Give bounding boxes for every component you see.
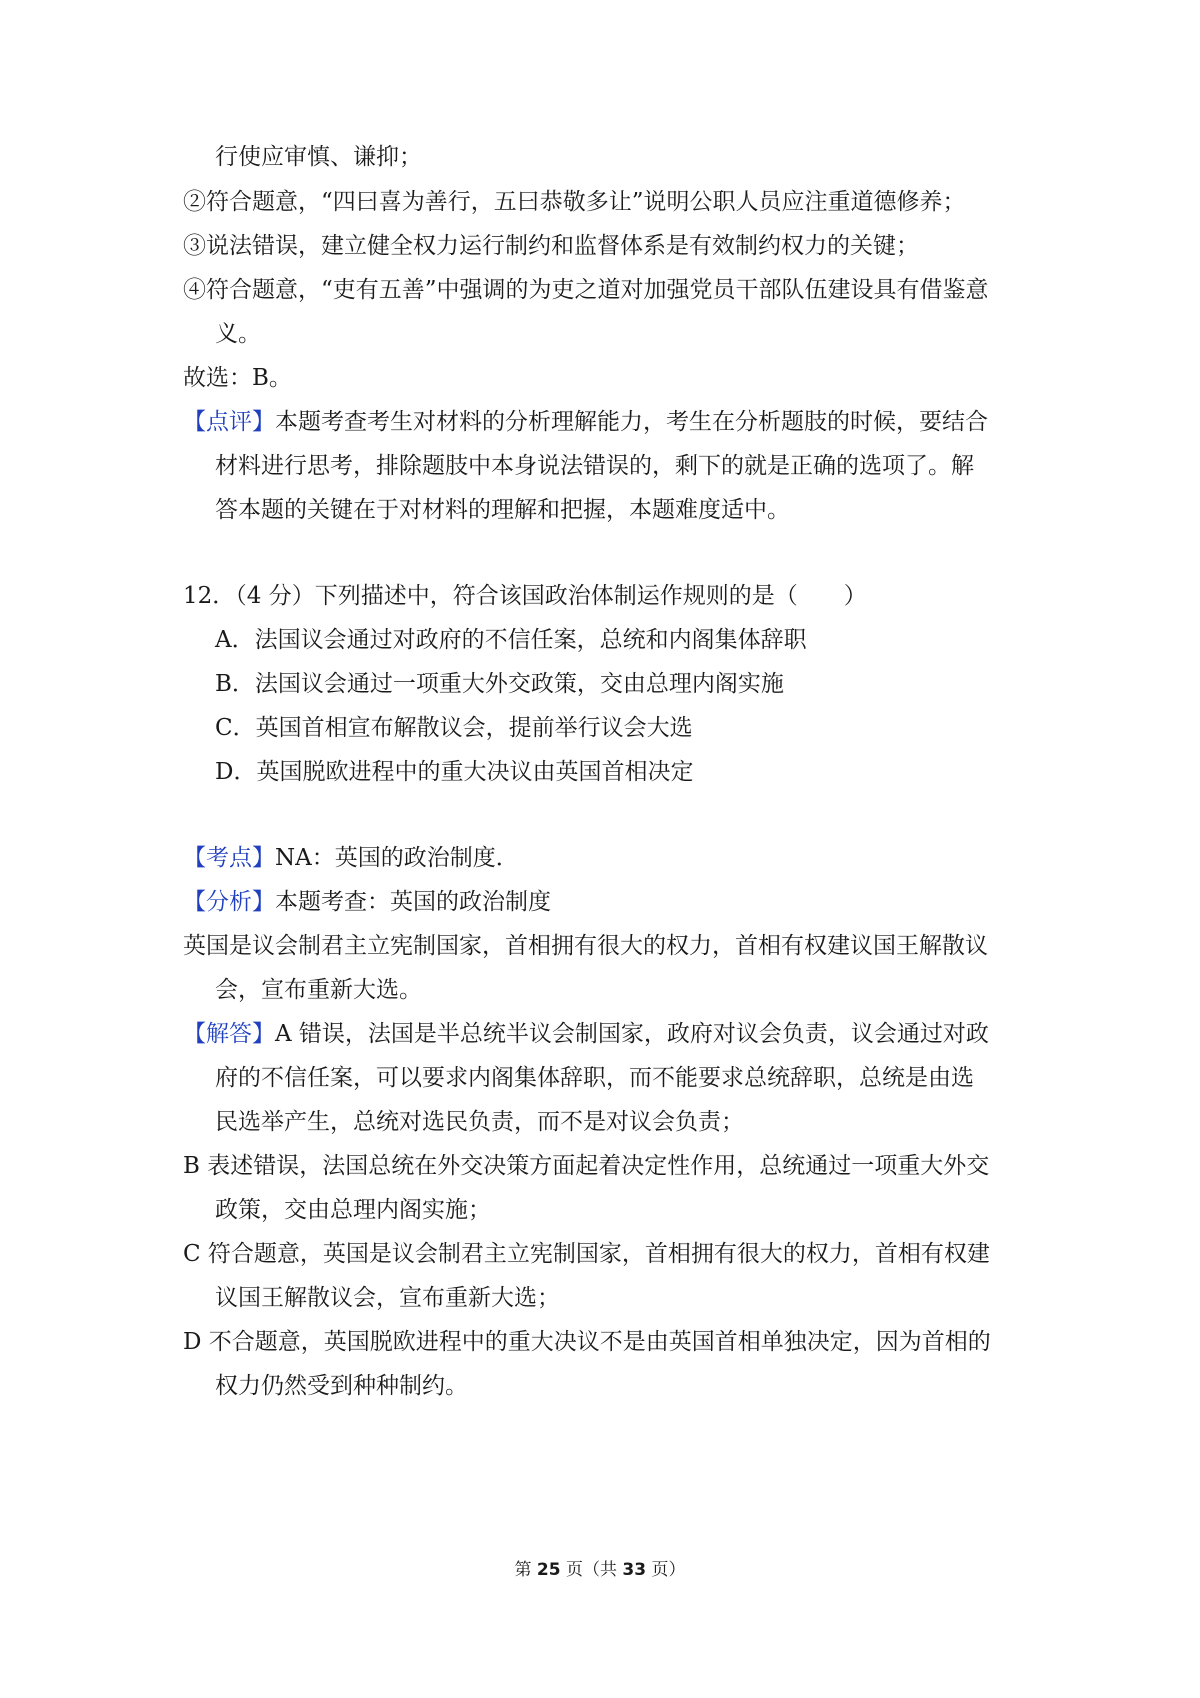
kaodian-line (183, 843, 1043, 873)
text-line: 英国是议会制君主立宪制国家，首相拥有很大的权力，首相有权建议国王解散议 (183, 933, 988, 959)
text-line: 政策，交由总理内阁实施； (215, 1197, 491, 1223)
text-line: 答本题的关键在于对材料的理解和把握，本题难度适中。 (215, 497, 790, 523)
text-line: B 表述错误，法国总统在外交决策方面起着决定性作用，总统通过一项重大外交 (183, 1153, 990, 1179)
text-line: 民选举产生，总统对选民负责，而不是对议会负责； (215, 1109, 744, 1135)
footer-mid: 页（共 (566, 1560, 617, 1580)
text-line: ④符合题意，“吏有五善”中强调的为吏之道对加强党员干部队伍建设具有借鉴意 (183, 277, 989, 303)
fenxi-text: 本题考查：英国的政治制度 (275, 889, 551, 915)
text-line: 行使应审慎、谦抑； (215, 144, 422, 170)
text-line: ②符合题意，“四曰喜为善行，五曰恭敬多让”说明公职人员应注重道德修养； (183, 189, 966, 215)
text-line: D 不合题意，英国脱欧进程中的重大决议不是由英国首相单独决定，因为首相的 (183, 1329, 991, 1355)
comment-tag: 【点评】 (183, 409, 275, 435)
text-line: 府的不信任案，可以要求内阁集体辞职，而不能要求总统辞职，总统是由选 (215, 1065, 974, 1091)
kaodian-tag: 【考点】 (183, 845, 275, 871)
answer-line: 故选：B。 (183, 365, 292, 391)
fenxi-tag: 【分析】 (183, 889, 275, 915)
text-line: 议国王解散议会，宣布重新大选； (215, 1285, 560, 1311)
footer-pre: 第 (514, 1560, 532, 1580)
option-b: B．法国议会通过一项重大外交政策，交由总理内阁实施 (215, 671, 784, 697)
text-line: ③说法错误，建立健全权力运行制约和监督体系是有效制约权力的关键； (183, 233, 919, 259)
comment-text: 本题考查考生对材料的分析理解能力，考生在分析题肢的时候，要结合 (275, 409, 988, 435)
comment-line (183, 407, 1043, 437)
jieda-tag: 【解答】 (183, 1021, 275, 1047)
footer-page-number: 25 (536, 1560, 561, 1580)
footer-total-pages: 33 (622, 1560, 647, 1580)
text-line: 义。 (215, 321, 261, 347)
option-c: C．英国首相宣布解散议会，提前举行议会大选 (215, 715, 693, 741)
text-line: 会，宣布重新大选。 (215, 977, 422, 1003)
question-stem: 12．（4 分）下列描述中，符合该国政治体制运作规则的是（ ） (183, 583, 867, 609)
jieda-line (183, 1019, 1043, 1049)
text-line: C 符合题意，英国是议会制君主立宪制国家，首相拥有很大的权力，首相有权建 (183, 1241, 990, 1267)
kaodian-text: NA：英国的政治制度． (275, 845, 519, 871)
text-line: 权力仍然受到种种制约。 (215, 1373, 468, 1399)
page-footer (0, 1558, 1200, 1582)
option-d: D．英国脱欧进程中的重大决议由英国首相决定 (215, 759, 694, 785)
jieda-text: A 错误，法国是半总统半议会制国家，政府对议会负责，议会通过对政 (275, 1021, 989, 1047)
footer-post: 页） (651, 1560, 686, 1580)
text-line: 材料进行思考，排除题肢中本身说法错误的，剩下的就是正确的选项了。解 (215, 453, 974, 479)
fenxi-line (183, 887, 1043, 917)
option-a: A．法国议会通过对政府的不信任案，总统和内阁集体辞职 (215, 627, 807, 653)
